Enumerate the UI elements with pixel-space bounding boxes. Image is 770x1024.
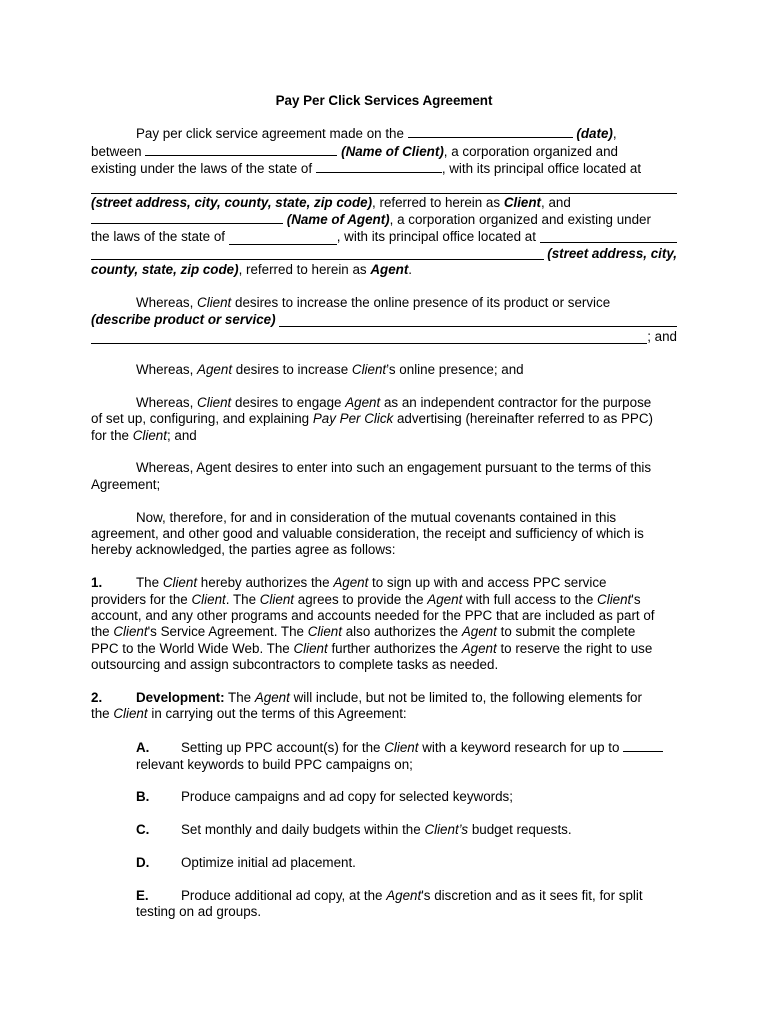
preamble: Pay per click service agreement made on the (date), between (Name of Client), a corporation organized and existing under the laws of the state of , with its principal office located at (street address, city, county, state, zip code), referred to herein as Client, and (Name of Agent), a corporation organized and existing under the laws of the state of , with its principal office located at (street address, city, county, state, zip code), referred to herein as Agent.: [91, 126, 677, 278]
keyword-count-blank[interactable]: [623, 739, 663, 752]
client-name-blank[interactable]: [145, 143, 337, 156]
whereas-1: Whereas, Client desires to increase the online presence of its product or service (describe product or service) ; and: [91, 295, 677, 345]
development-items: [136, 739, 677, 920]
product-description-blank-1[interactable]: [279, 312, 677, 327]
document-title: Pay Per Click Services Agreement: [275, 93, 493, 108]
agent-state-blank[interactable]: [229, 232, 337, 245]
agent-name-blank[interactable]: [91, 211, 283, 224]
section-1: 1. The Client hereby authorizes the Agent to sign up with and access PPC service providers for the Client. The Client agrees to provide the Agent with full access to the Client's account, and any other programs and accounts needed for the PPC that are included as part of the Client's Service Agreement. The Client also authorizes the Agent to submit the complete PPC to the World Wide Web. The Client further authorizes the Agent to reserve the right to use outsourcing and assign subcontractors to complete tasks as needed.: [91, 575, 655, 673]
list-item: A. Setting up PPC account(s) for the Client with a keyword research for up to relevant keywords to build PPC campaigns on;: [136, 739, 677, 773]
list-item: D. Optimize initial ad placement.: [136, 855, 356, 871]
list-item: E. Produce additional ad copy, at the Agent's discretion and as it sees fit, for split testing on ad groups.: [136, 887, 643, 920]
agent-address-blank-2[interactable]: [91, 245, 544, 260]
agent-address-blank-1[interactable]: [540, 228, 677, 243]
client-state-blank[interactable]: [316, 160, 442, 173]
client-address-blank[interactable]: [91, 178, 677, 194]
whereas-2: Whereas, Agent desires to increase Client’s online presence; and: [136, 362, 524, 378]
product-description-blank-2[interactable]: [91, 329, 647, 344]
whereas-4: Whereas, Agent desires to enter into such an engagement pursuant to the terms of this Agreement;: [91, 460, 652, 492]
list-item: C. Set monthly and daily budgets within the Client’s budget requests.: [136, 822, 572, 838]
section-2: 2. Development: The Agent will include, but not be limited to, the following elements for the Client in carrying out the terms of this Agreement:: [91, 690, 642, 722]
now-therefore: Now, therefore, for and in consideration of the mutual covenants contained in this agreement, and other good and valuable consideration, the receipt and sufficiency of which is hereby acknowledged, the parties agree as follows:: [91, 509, 644, 558]
whereas-3: Whereas, Client desires to engage Agent as an independent contractor for the purpose of set up, configuring, and explaining Pay Per Click advertising (hereinafter referred to as PPC) for the Client; and: [91, 394, 653, 443]
document-page: [91, 93, 677, 937]
list-item: B. Produce campaigns and ad copy for selected keywords;: [136, 789, 513, 805]
date-blank[interactable]: [408, 125, 573, 138]
